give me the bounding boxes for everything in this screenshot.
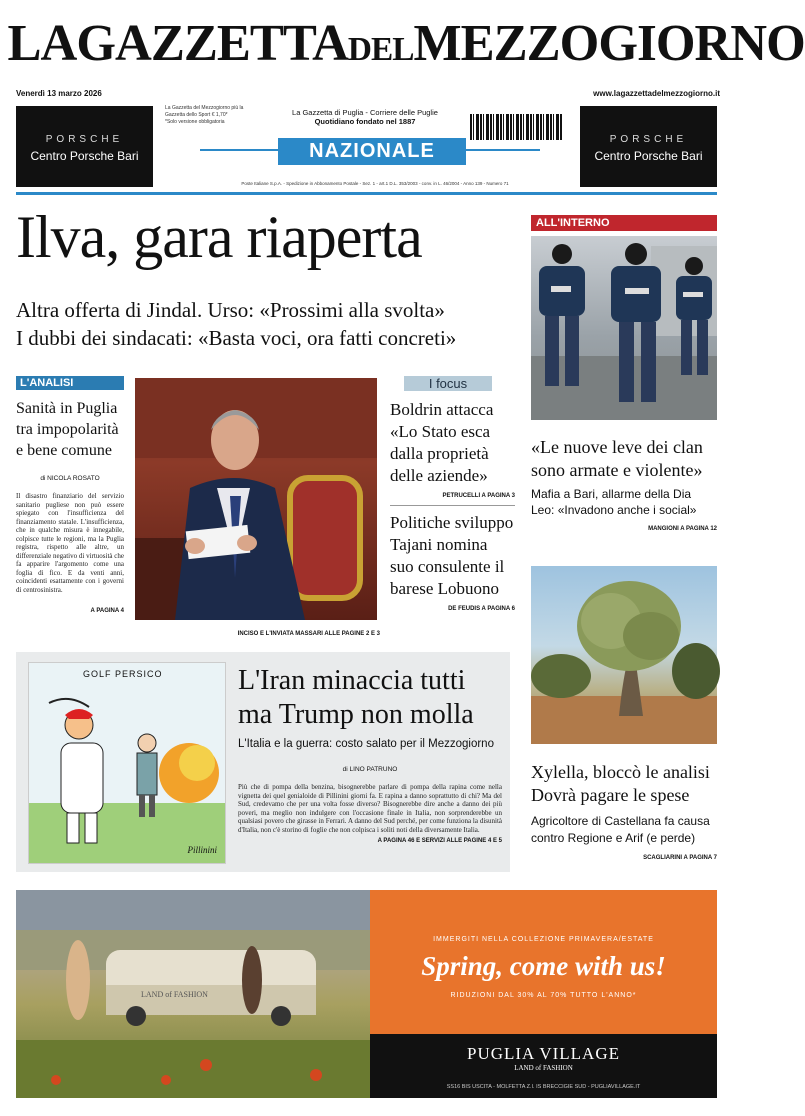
cartoon-illustration: [29, 663, 225, 863]
interno-sub1: Mafia a Bari, allarme della Dia: [531, 487, 692, 501]
focus-art1-title[interactable]: Boldrin attacca «Lo Stato esca dalla proprietà delle aziende»: [390, 400, 494, 485]
interno-title[interactable]: «Le nuove leve dei clan sono armate e violente»: [531, 437, 703, 480]
cartoon-signature: Pillinini: [187, 845, 217, 855]
focus-art2-ref[interactable]: DE FEUDIS A PAGINA 6: [448, 606, 515, 612]
ad-address: SS16 BIS USCITA - MOLFETTA Z.I. IS BRECCIGIE SUD - PUGLIAVILLAGE.IT: [446, 1084, 641, 1090]
xylella-article: [531, 761, 721, 861]
focus-art2-title[interactable]: Politiche sviluppo Tajani nomina suo consulente il barese Lobuono: [390, 513, 514, 598]
ad-discount: RIDUZIONI DAL 30% AL 70% TUTTO L'ANNO*: [450, 992, 637, 999]
masthead-title: [7, 14, 805, 80]
website-url[interactable]: www.lagazzettadelmezzogiorno.it: [593, 89, 720, 98]
ad-brand: PORSCHE: [609, 134, 688, 145]
lead-sub1: Altra offerta di Jindal. Urso: «Prossimi alla svolta»: [16, 298, 445, 322]
masthead-part-la: LA: [7, 15, 77, 72]
iran-title1[interactable]: L'Iran minaccia tutti: [238, 665, 466, 696]
ad-porsche-right[interactable]: [580, 106, 717, 187]
focus-divider: [390, 505, 515, 506]
edition-label: NAZIONALE: [278, 138, 466, 165]
focus-art1-ref[interactable]: PETRUCELLI A PAGINA 3: [442, 493, 515, 499]
postal-fineprint: Poste Italiane S.p.A. - Spedizione in Abbonamento Postale - Sez. 1 - art.1 D.L. 353/2003 - conv. in L. 46/2004 - Anno 139 - Numero 71: [241, 181, 509, 186]
ad-brand-panel[interactable]: [370, 1034, 717, 1098]
ad-brand: PUGLIA VILLAGE: [467, 1044, 620, 1063]
ad-brand: PORSCHE: [45, 134, 124, 145]
photo-caption[interactable]: INCISO E L'INVIATA MASSARI ALLE PAGINE 2 E 3: [237, 631, 380, 637]
analisi-label: L'ANALISI: [16, 376, 124, 390]
focus-label: I focus: [404, 376, 492, 391]
iran-byline: di LINO PATRUNO: [342, 766, 398, 773]
analisi-ref[interactable]: A PAGINA 4: [90, 608, 124, 614]
olive-tree-photo: [531, 566, 717, 744]
xylella-title2[interactable]: Dovrà pagare le spese: [531, 785, 690, 805]
xylella-sub1: Agricoltore di Castellana fa causa: [531, 814, 710, 828]
price-note: [165, 105, 255, 126]
masthead-sub: [270, 108, 460, 126]
officers-illustration: [531, 236, 717, 420]
founded-note: Quotidiano fondato nel 1887: [314, 117, 416, 126]
issue-date: Venerdì 13 marzo 2026: [16, 89, 102, 98]
lead-headline[interactable]: Ilva, gara riaperta: [16, 204, 422, 270]
iran-title2[interactable]: ma Trump non molla: [238, 699, 474, 730]
masthead-part-gazzetta: GAZZETTA: [76, 15, 348, 72]
iran-body: Più che di pompa della benzina, bisognerebbe parlare di pompa della rapina come nella vignetta dei quel genialoide di Pillinini giorni fa. E rapina a danno soprattutto di chi? Ma del Sud, credevamo che per una volta fosse diverso? Bisognerebbe dire anche a danno dei più poveri, ma meglio non indulgere con l'occasione finale in Italia, non sorprenderebbe un qualsiasi povero che girasse in Ferrari. A danno del Sud perché, per come funziona la disunità d'Italia, non c'è storino di foglie che non colpisca i soliti noti della diversamente Italia.: [238, 783, 502, 834]
lead-subhead: [16, 296, 521, 352]
police-photo: [531, 236, 717, 420]
analisi-title[interactable]: Sanità in Puglia tra impopolarità e bene comune: [16, 400, 119, 459]
ad-van-text: LAND of FASHION: [141, 990, 208, 999]
iran-sub: L'Italia e la guerra: costo salato per il Mezzogiorno: [238, 738, 494, 750]
iran-ref[interactable]: A PAGINA 46 E SERVIZI ALLE PAGINE 4 E 5: [377, 838, 502, 844]
analisi-byline: di NICOLA ROSATO: [40, 475, 100, 482]
barcode: [470, 114, 562, 140]
ad-brand-sub: LAND of FASHION: [514, 1064, 573, 1072]
lead-sub2: I dubbi dei sindacati: «Basta voci, ora fatti concreti»: [16, 326, 457, 350]
interno-sub2: Leo: «Invadono anche i social»: [531, 503, 697, 517]
xylella-sub2: contro Regione e Arif (e perde): [531, 831, 696, 845]
minister-figure-illustration: [135, 378, 377, 620]
ad-orange-panel[interactable]: [370, 890, 717, 1034]
interno-ref[interactable]: MANGIONI A PAGINA 12: [648, 526, 717, 532]
iran-article: [238, 664, 502, 844]
ad-porsche-left[interactable]: [16, 106, 153, 187]
ad-sub: Centro Porsche Bari: [594, 149, 703, 163]
header-rule: [16, 192, 717, 195]
lead-photo: [135, 378, 377, 620]
analisi-block: [16, 376, 124, 614]
focus-block: [390, 376, 515, 612]
xylella-title1[interactable]: Xylella, bloccò le analisi: [531, 762, 710, 782]
ad-top-text: IMMERGITI NELLA COLLEZIONE PRIMAVERA/ESTATE: [433, 936, 654, 943]
cartoon-label: GOLF PERSICO: [83, 669, 163, 679]
masthead-part-mezzogiorno: MEZZOGIORNO: [413, 15, 805, 72]
price-note-text: La Gazzetta del Mezzogiorno più la Gazzetta dello Sport € 1,70*: [165, 105, 244, 118]
cartoon: [28, 662, 226, 864]
ad-photo[interactable]: [16, 890, 370, 1098]
xylella-ref[interactable]: SCAGLIARINI A PAGINA 7: [643, 855, 717, 861]
analisi-body: Il disastro finanziario del servizio sanitario pugliese non può essere spiegato con l'insufficienza del finanziamento statale. L'insufficienza, che in qualche misura è innegabile, colpisce tutte le regioni, ma la Puglia registra, rispetto alle altre, un differenziale negativo di virtuosità che fa apparire l'argomento come una foglia di fico. E da venti anni, coincidenti esattamente con i governi di centrosinistra.: [16, 492, 124, 594]
interno-label: ALL'INTERNO: [531, 215, 717, 231]
price-note-text2: *Solo versione obbligatoria: [165, 119, 225, 125]
masthead-part-del: DEL: [347, 31, 414, 68]
ad-sub: Centro Porsche Bari: [30, 149, 139, 163]
interno-article: [531, 436, 721, 532]
olive-tree-illustration: [531, 566, 717, 744]
masthead-subtitle: La Gazzetta di Puglia - Corriere delle Puglie: [292, 108, 438, 117]
ad-main-text: Spring, come with us!: [421, 951, 666, 981]
